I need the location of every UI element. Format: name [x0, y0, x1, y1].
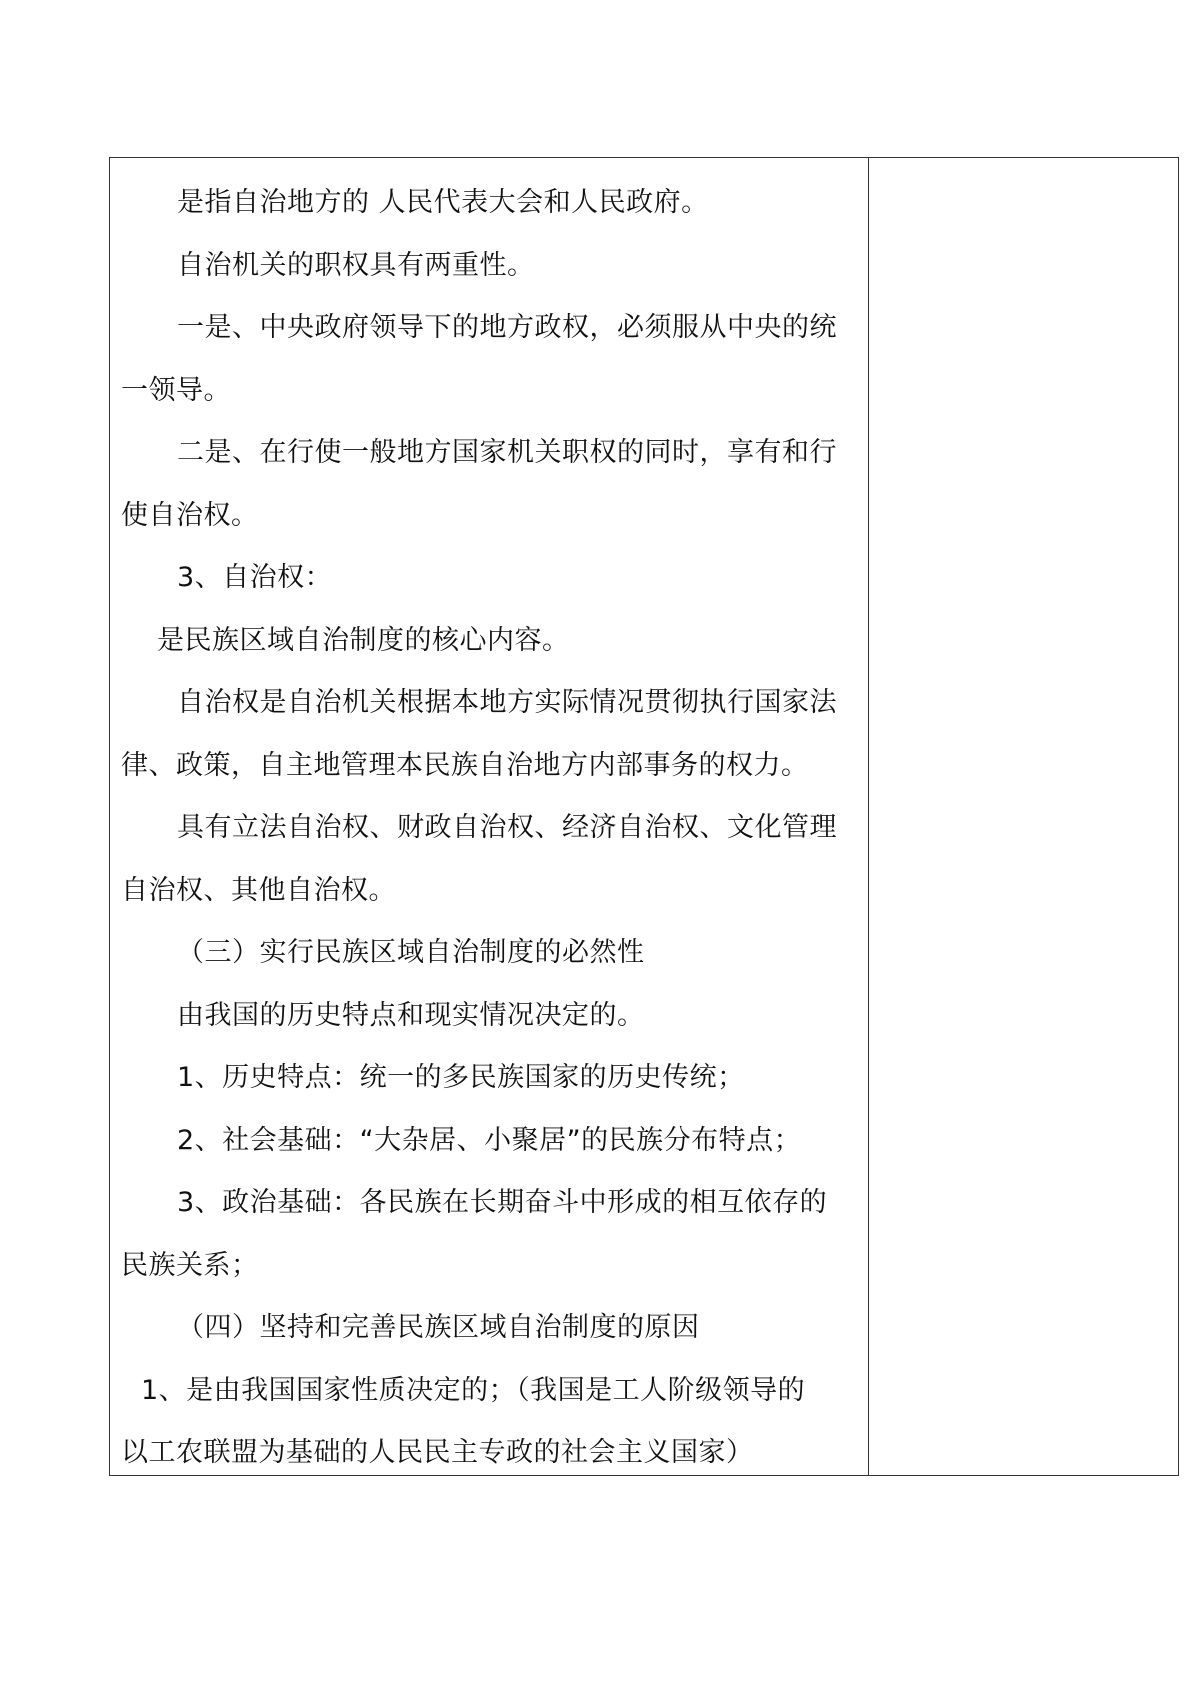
text-line: 二是、在行使一般地方国家机关职权的同时，享有和行 [177, 437, 837, 468]
text-line: 律、政策，自主地管理本民族自治地方内部事务的权力。 [121, 749, 809, 781]
text-line: 使自治权。 [121, 499, 259, 531]
text-line: 是民族区域自治制度的核心内容。 [157, 624, 570, 656]
text-line: 以工农联盟为基础的人民民主专政的社会主义国家） [121, 1437, 754, 1468]
text-line: 由我国的历史特点和现实情况决定的。 [177, 999, 645, 1031]
text-line: 2、社会基础：“大杂居、小聚居”的民族分布特点； [177, 1124, 802, 1156]
content-cell [110, 158, 869, 1475]
text-line: 一领导。 [121, 374, 231, 406]
section-heading: （三）实行民族区域自治制度的必然性 [177, 937, 645, 968]
text-line: 自治权是自治机关根据本地方实际情况贯彻执行国家法 [177, 687, 837, 718]
section-heading: （四）坚持和完善民族区域自治制度的原因 [177, 1312, 700, 1343]
text-line: 3、自治权： [177, 562, 333, 593]
text-line: 一是、中央政府领导下的地方政权，必须服从中央的统 [177, 312, 837, 343]
text-line: 3、政治基础：各民族在长期奋斗中形成的相互依存的 [177, 1187, 828, 1218]
text-line: 具有立法自治权、财政自治权、经济自治权、文化管理 [177, 812, 837, 843]
text-line: 自治权、其他自治权。 [121, 874, 396, 906]
document-table [109, 157, 1179, 1476]
empty-side-cell [869, 158, 1178, 1475]
text-line: 1、是由我国国家性质决定的；（我国是工人阶级领导的 [141, 1374, 806, 1406]
text-line: 民族关系； [121, 1249, 259, 1281]
text-line: 1、历史特点：统一的多民族国家的历史传统； [177, 1062, 745, 1093]
text-line: 是指自治地方的 人民代表大会和人民政府。 [177, 187, 709, 218]
text-line: 自治机关的职权具有两重性。 [177, 249, 535, 281]
